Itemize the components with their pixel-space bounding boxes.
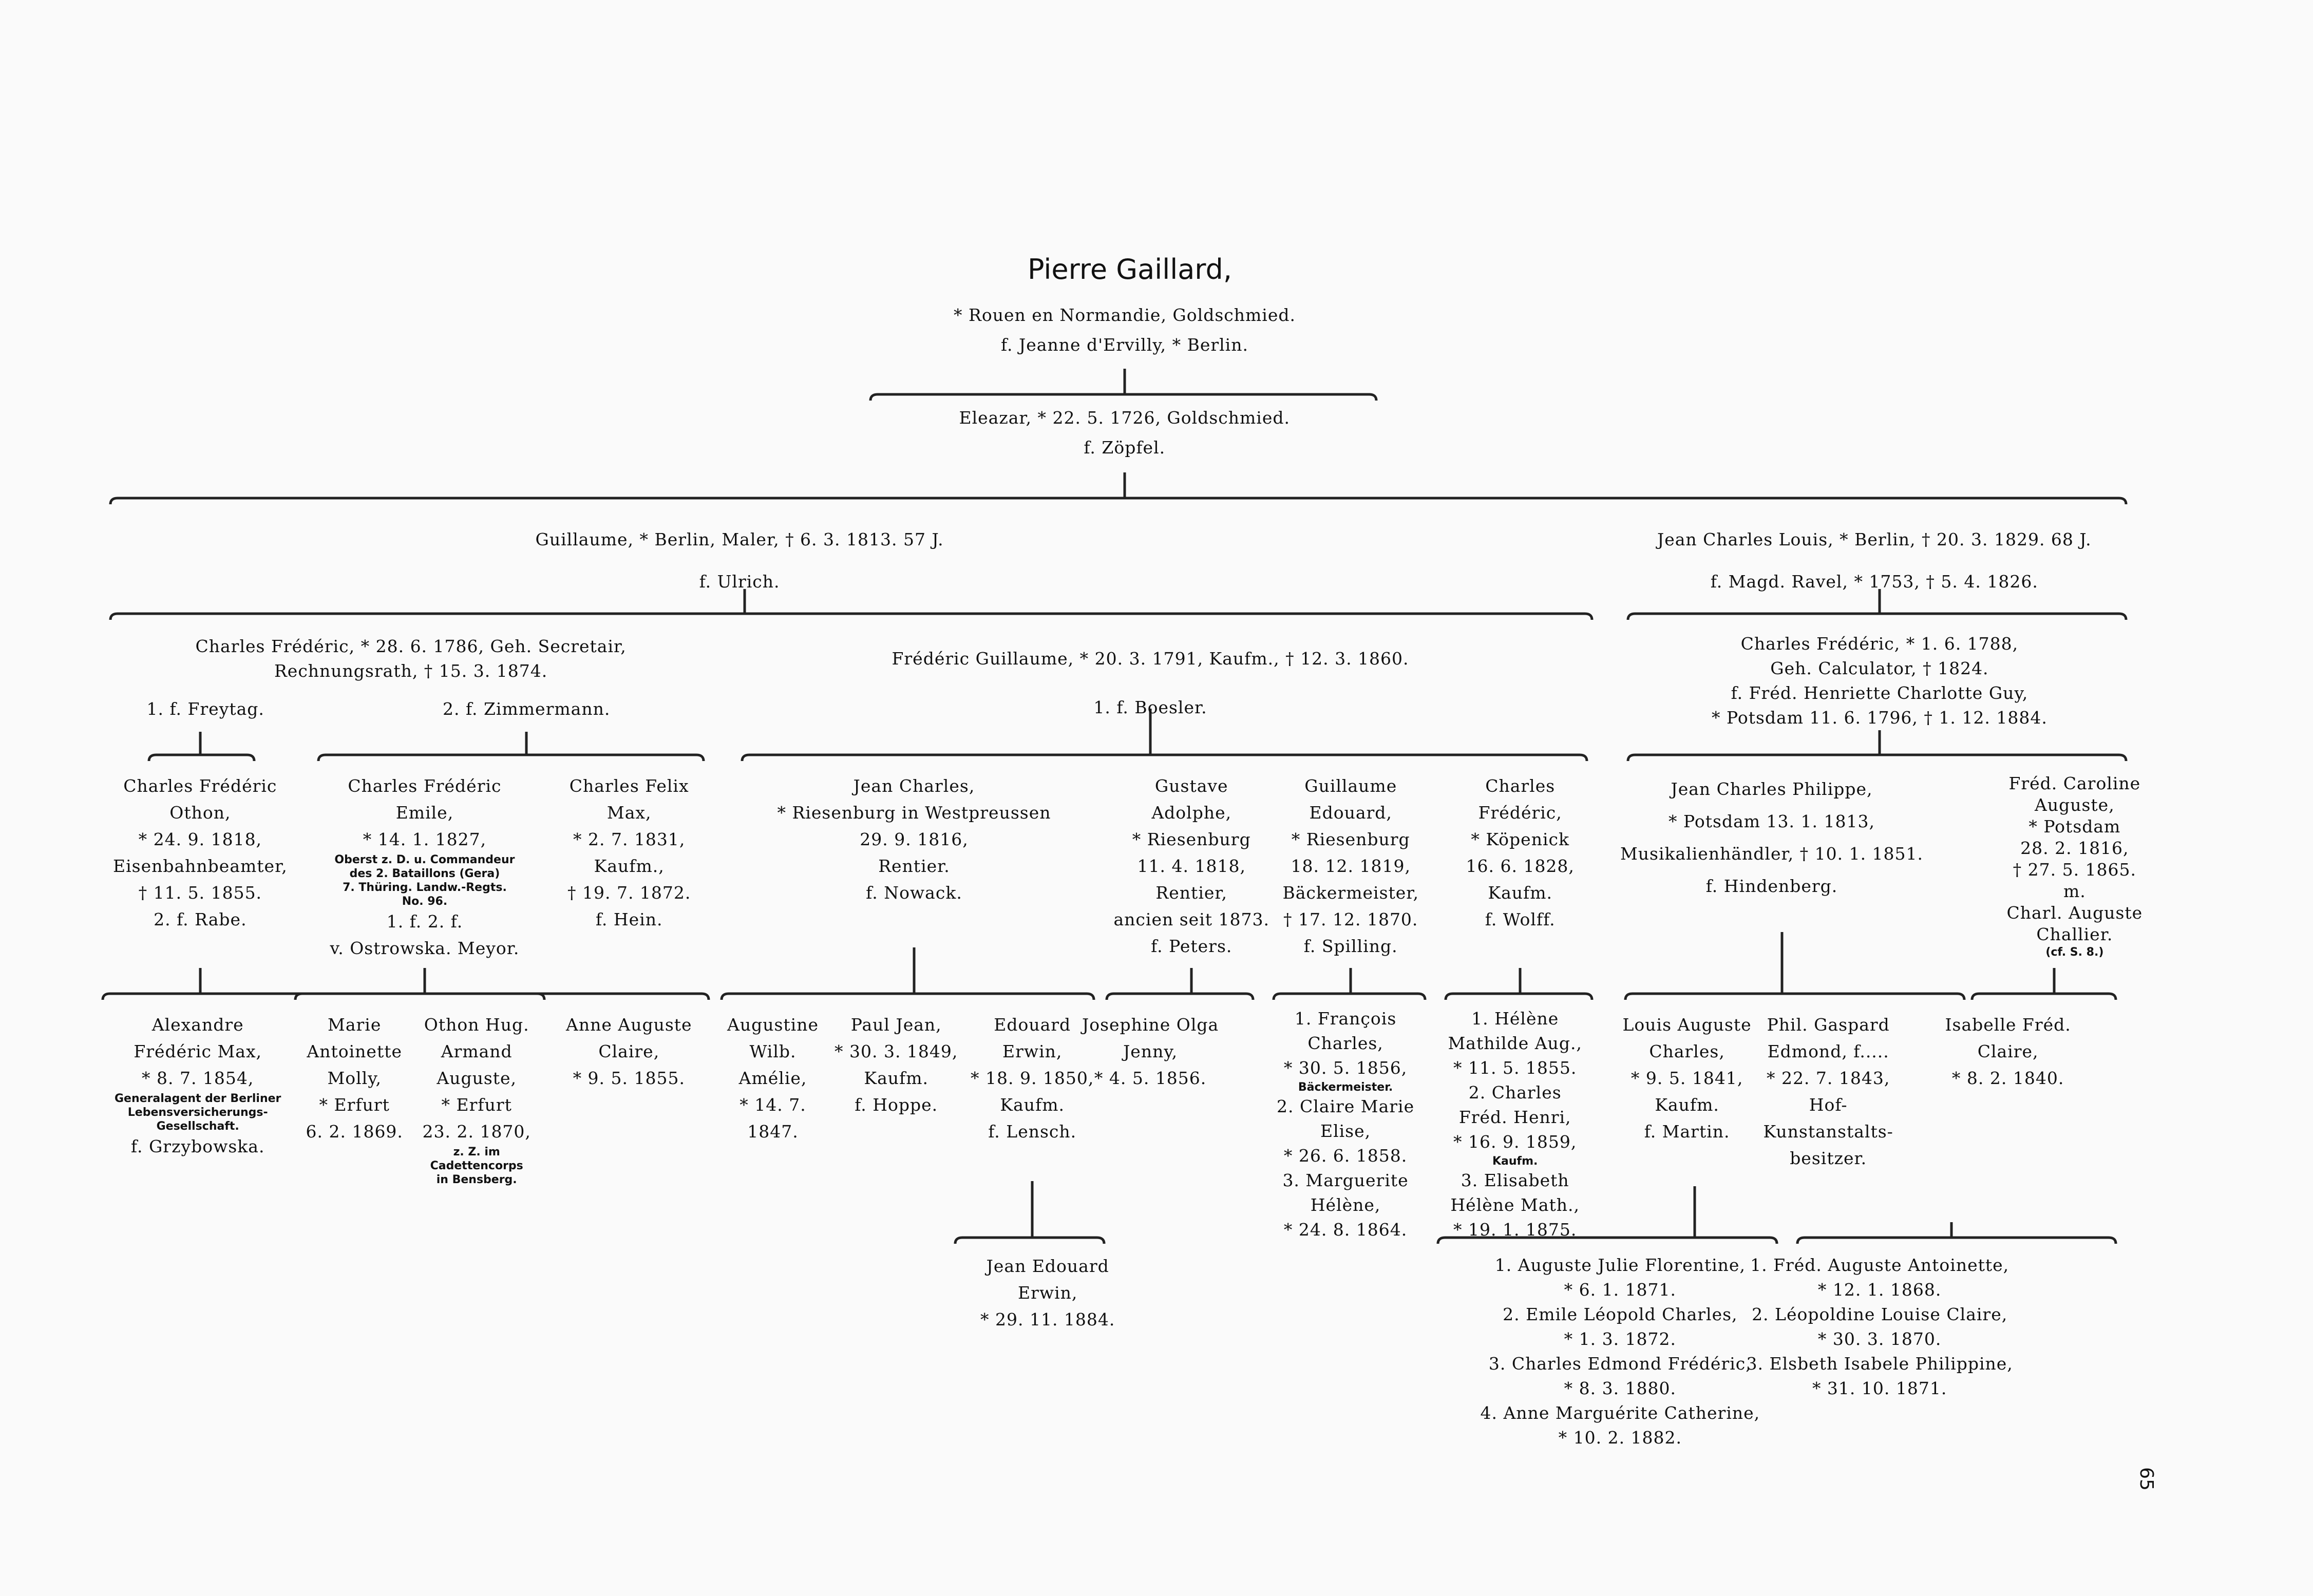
entry-line: Charles	[1485, 776, 1556, 796]
person-entry-phil-gaspard	[1764, 1012, 1893, 1172]
entry-line: Paul Jean,	[850, 1015, 942, 1035]
entry-line: * 22. 7. 1843,	[1766, 1068, 1890, 1088]
entry-line: Louis Auguste	[1622, 1015, 1752, 1035]
entry-line: * Riesenburg	[1132, 829, 1251, 849]
entry-line: Hélène Math.,	[1450, 1195, 1580, 1215]
entry-line: * 1. 3. 1872.	[1564, 1329, 1677, 1349]
entry-line: f. Zöpfel.	[1084, 438, 1166, 458]
entry-line: † 17. 12. 1870.	[1283, 909, 1418, 929]
entry-line: 1847.	[747, 1122, 799, 1142]
entry-line: f. Nowack.	[866, 883, 962, 903]
person-entry-cf-1786	[196, 634, 627, 683]
entry-line: Charles Frédéric	[123, 776, 277, 796]
entry-line: * Potsdam 11. 6. 1796, † 1. 12. 1884.	[1712, 708, 2047, 728]
entry-line: Edmond, f.....	[1767, 1041, 1889, 1061]
entry-line: Auguste,	[437, 1068, 517, 1088]
entry-line: * 8. 2. 1840.	[1951, 1068, 2064, 1088]
entry-line: Wilb.	[749, 1041, 797, 1061]
entry-line: 18. 12. 1819,	[1291, 856, 1411, 876]
tree-bracket	[295, 968, 544, 1000]
person-entry-othon-hug	[423, 1012, 531, 1187]
entry-line: f. Lensch.	[988, 1122, 1077, 1142]
entry-line: Cadettencorps	[430, 1160, 523, 1172]
entry-line: * 26. 6. 1858.	[1283, 1146, 1408, 1166]
entry-line: † 27. 5. 1865.	[2013, 860, 2137, 880]
tree-bracket	[1628, 730, 2126, 761]
tree-bracket	[1625, 932, 1964, 1000]
entry-line: Charles Frédéric, * 1. 6. 1788,	[1740, 634, 2019, 654]
person-entry-jc-philippe	[1620, 773, 1923, 902]
entry-line: Guillaume	[1304, 776, 1397, 796]
entry-line: Alexandre	[151, 1015, 244, 1035]
tree-bracket	[1107, 968, 1253, 1000]
entry-line: ancien seit 1873.	[1113, 909, 1269, 929]
entry-line: Max,	[606, 803, 652, 823]
entry-line: Jean Charles Philippe,	[1671, 779, 1873, 799]
tree-bracket	[1446, 968, 1592, 1000]
person-entry-cf-1788	[1712, 632, 2047, 730]
person-entry-guillaume	[536, 519, 944, 603]
entry-line: Jenny,	[1123, 1041, 1178, 1061]
entry-line: Generalagent der Berliner	[115, 1092, 281, 1105]
entry-line: * 8. 3. 1880.	[1564, 1378, 1677, 1398]
entry-line: * 30. 3. 1870.	[1817, 1329, 1942, 1349]
person-entry-jean-edouard	[980, 1253, 1115, 1333]
entry-line: z. Z. im	[453, 1146, 500, 1158]
entry-line: Frédéric Max,	[134, 1041, 262, 1061]
entry-line: 3. Elisabeth	[1461, 1170, 1569, 1190]
entry-line: Kaufm.	[1000, 1095, 1065, 1115]
entry-line: Charles,	[1307, 1033, 1383, 1053]
entry-line: 2. Léopoldine Louise Claire,	[1752, 1304, 2008, 1324]
entry-line: * 24. 8. 1864.	[1283, 1220, 1408, 1240]
entry-line: Claire,	[1977, 1041, 2039, 1061]
entry-line: Eisenbahnbeamter,	[113, 856, 288, 876]
person-entry-josephine	[1082, 1012, 1219, 1092]
entry-line: Isabelle Fréd.	[1945, 1015, 2071, 1035]
entry-line: 28. 2. 1816,	[2020, 838, 2129, 858]
person-entry-freytag	[147, 696, 264, 723]
person-entry-jean-charles	[778, 773, 1051, 906]
entry-line: f. Jeanne d'Ervilly, * Berlin.	[1001, 335, 1248, 355]
page-number: 65	[2136, 1467, 2157, 1491]
entry-line: † 19. 7. 1872.	[567, 883, 691, 903]
entry-line: v. Ostrowska. Meyor.	[330, 938, 520, 958]
entry-line: * 2. 7. 1831,	[573, 829, 686, 849]
entry-line: in Bensberg.	[436, 1173, 517, 1186]
entry-line: Kunstanstalts-	[1763, 1122, 1893, 1142]
entry-line: * Rouen en Normandie, Goldschmied.	[954, 305, 1296, 325]
entry-line: Bäckermeister,	[1282, 883, 1419, 903]
entry-line: Jean Charles Louis, * Berlin, † 20. 3. 1829. 68 J.	[1657, 529, 2092, 549]
entry-line: 2. f. Rabe.	[154, 909, 247, 929]
person-entry-othon	[113, 773, 288, 933]
person-entry-alexandre	[115, 1012, 281, 1160]
entry-line: Charles,	[1649, 1041, 1725, 1061]
person-entry-emile	[330, 773, 520, 962]
entry-line: f. Magd. Ravel, * 1753, † 5. 4. 1826.	[1710, 572, 2038, 592]
tree-bracket	[149, 732, 254, 761]
entry-line: Lebensversicherungs-	[127, 1106, 268, 1119]
entry-line: Geh. Calculator, † 1824.	[1770, 658, 1989, 678]
entry-line: f. Hindenberg.	[1705, 876, 1838, 896]
entry-line: m.	[2063, 881, 2086, 901]
entry-line: Charl. Auguste	[2006, 903, 2143, 923]
tree-bracket	[1274, 968, 1425, 1000]
entry-line: Kaufm.	[1655, 1095, 1719, 1115]
person-entry-isabelle	[1945, 1012, 2071, 1092]
entry-line: besitzer.	[1790, 1148, 1867, 1168]
entry-line: Hélène,	[1310, 1195, 1381, 1215]
entry-line: * 29. 11. 1884.	[980, 1309, 1115, 1329]
entry-line: 3. Charles Edmond Frédéric,	[1488, 1354, 1752, 1374]
entry-line: Auguste,	[2035, 795, 2115, 815]
entry-line: † 11. 5. 1855.	[138, 883, 262, 903]
entry-line: Eleazar, * 22. 5. 1726, Goldschmied.	[959, 408, 1291, 428]
person-entry-eleazar	[959, 403, 1291, 463]
entry-line: Josephine Olga	[1082, 1015, 1219, 1035]
entry-line: 4. Anne Marguérite Catherine,	[1480, 1403, 1760, 1423]
entry-line: Edouard	[994, 1015, 1071, 1035]
person-entry-charles-frederic-1828	[1466, 773, 1575, 933]
entry-line: Kaufm.	[1488, 883, 1552, 903]
entry-line: * 11. 5. 1855.	[1453, 1058, 1577, 1078]
tree-bracket	[955, 1181, 1104, 1244]
person-entry-zimmermann	[443, 696, 610, 723]
entry-line: f. Hoppe.	[855, 1095, 938, 1115]
entry-line: 1. François	[1294, 1009, 1397, 1029]
entry-line: f. Peters.	[1151, 936, 1233, 956]
entry-line: Hof-	[1809, 1095, 1848, 1115]
entry-line: Augustine	[727, 1015, 819, 1035]
entry-line: Edouard,	[1309, 803, 1392, 823]
person-entry-guillaume-edouard	[1283, 773, 1419, 960]
entry-line: Rentier.	[878, 856, 950, 876]
entry-line: Emile,	[395, 803, 454, 823]
entry-line: 1. Auguste Julie Florentine,	[1494, 1255, 1746, 1275]
entry-line: 2. f. Zimmermann.	[443, 699, 611, 719]
entry-line: Marie	[328, 1015, 382, 1035]
entry-line: f. Ulrich.	[699, 572, 780, 592]
person-entry-louis-auguste	[1623, 1012, 1752, 1145]
entry-line: Jean Edouard	[986, 1256, 1109, 1276]
entry-line: Musikalienhändler, † 10. 1. 1851.	[1620, 844, 1924, 864]
tree-bracket	[1797, 1222, 2116, 1244]
entry-line: * 4. 5. 1856.	[1094, 1068, 1207, 1088]
entry-line: Charles Felix	[569, 776, 689, 796]
entry-line: * Riesenburg in Westpreussen	[777, 803, 1051, 823]
tree-bracket	[722, 947, 1094, 1000]
entry-line: * 14. 7.	[740, 1095, 806, 1115]
entry-line: Challier.	[2036, 924, 2113, 944]
tree-bracket	[318, 732, 704, 761]
entry-line: * 30. 3. 1849,	[835, 1041, 958, 1061]
entry-line: * 18. 9. 1850,	[971, 1068, 1094, 1088]
entry-line: * Riesenburg	[1291, 829, 1410, 849]
entry-line: f. Wolff.	[1485, 909, 1556, 929]
person-entry-jean-charles-louis	[1657, 519, 2092, 603]
entry-line: * 10. 2. 1882.	[1558, 1428, 1682, 1448]
entry-line: 1. Hélène	[1471, 1009, 1559, 1029]
entry-line: Claire,	[598, 1041, 660, 1061]
entry-line: * 14. 1. 1827,	[363, 829, 487, 849]
person-entry-marie	[306, 1012, 403, 1145]
entry-line: Kaufm.,	[594, 856, 665, 876]
entry-line: Frédéric,	[1478, 803, 1562, 823]
entry-line: Fréd. Henri,	[1458, 1107, 1571, 1127]
entry-line: Charles Frédéric, * 28. 6. 1786, Geh. Secretair,	[195, 636, 627, 656]
entry-line: Othon Hug.	[424, 1015, 529, 1035]
tree-bracket	[1972, 968, 2116, 1000]
tree-bracket	[103, 968, 709, 1000]
entry-line: * 31. 10. 1871.	[1812, 1378, 1947, 1398]
entry-line: No. 96.	[402, 895, 448, 908]
entry-line: * 12. 1. 1868.	[1817, 1280, 1942, 1300]
person-entry-spilling-kids	[1277, 1006, 1414, 1242]
entry-line: f. Hein.	[595, 909, 663, 929]
entry-line: 1. f. Freytag.	[146, 699, 264, 719]
entry-line: 2. Claire Marie	[1277, 1096, 1415, 1116]
entry-line: * 9. 5. 1841,	[1631, 1068, 1743, 1088]
tree-bracket	[110, 472, 2126, 504]
entry-line: Othon,	[169, 803, 231, 823]
entry-line: * 8. 7. 1854,	[141, 1068, 254, 1088]
entry-line: 23. 2. 1870,	[422, 1122, 531, 1142]
page-title: Pierre Gaillard,	[1028, 253, 1232, 286]
person-entry-augustine	[727, 1012, 819, 1145]
person-entry-wolff-kids	[1448, 1006, 1582, 1242]
entry-line: Gesellschaft.	[156, 1120, 239, 1133]
entry-line: 7. Thüring. Landw.-Regts.	[343, 881, 507, 894]
entry-line: Amélie,	[738, 1068, 807, 1088]
entry-line: des 2. Bataillons (Gera)	[349, 867, 500, 880]
entry-line: 1. Fréd. Auguste Antoinette,	[1750, 1255, 2009, 1275]
entry-line: 2. Charles	[1468, 1082, 1562, 1103]
entry-line: * Köpenick	[1471, 829, 1569, 849]
entry-line: * 24. 9. 1818,	[138, 829, 262, 849]
entry-line: * Erfurt	[319, 1095, 390, 1115]
entry-line: Antoinette	[307, 1041, 403, 1061]
entry-line: Rentier,	[1155, 883, 1228, 903]
entry-line: f. Martin.	[1644, 1122, 1730, 1142]
entry-line: 11. 4. 1818,	[1137, 856, 1246, 876]
entry-line: Molly,	[327, 1068, 382, 1088]
entry-line: * 9. 5. 1855.	[573, 1068, 685, 1088]
entry-line: 6. 2. 1869.	[306, 1122, 403, 1142]
entry-line: Fréd. Caroline	[2008, 773, 2141, 793]
entry-line: * 16. 9. 1859,	[1453, 1132, 1577, 1152]
person-entry-anne-claire	[566, 1012, 692, 1092]
entry-line: Adolphe,	[1151, 803, 1232, 823]
entry-line: Anne Auguste	[566, 1015, 692, 1035]
entry-line: (cf. S. 8.)	[2045, 946, 2104, 959]
entry-line: Phil. Gaspard	[1767, 1015, 1890, 1035]
entry-line: f. Fréd. Henriette Charlotte Guy,	[1731, 683, 2028, 703]
person-entry-gustave	[1114, 773, 1269, 960]
entry-line: Gustave	[1154, 776, 1228, 796]
entry-line: Elise,	[1320, 1121, 1371, 1141]
entry-line: 16. 6. 1828,	[1466, 856, 1575, 876]
entry-line: Rechnungsrath, † 15. 3. 1874.	[274, 661, 548, 681]
person-entry-pierre	[954, 300, 1296, 360]
entry-line: Kaufm.	[864, 1068, 928, 1088]
entry-line: * Potsdam	[2028, 816, 2121, 837]
entry-line: Frédéric Guillaume, * 20. 3. 1791, Kaufm., † 12. 3. 1860.	[892, 649, 1409, 669]
person-entry-fg-1791	[892, 634, 1409, 732]
entry-line: Kaufm.	[1492, 1155, 1538, 1168]
person-entry-paul-jean	[835, 1012, 958, 1118]
entry-line: * Erfurt	[441, 1095, 512, 1115]
entry-line: 1. f. Boesler.	[1093, 697, 1207, 717]
person-entry-gaspard-kids	[1747, 1253, 2013, 1401]
entry-line: Erwin,	[1017, 1283, 1078, 1303]
entry-line: * 6. 1. 1871.	[1564, 1280, 1677, 1300]
entry-line: 29. 9. 1816,	[860, 829, 969, 849]
entry-line: * 30. 5. 1856,	[1283, 1058, 1408, 1078]
entry-line: Bäckermeister.	[1298, 1081, 1393, 1094]
entry-line: Oberst z. D. u. Commandeur	[334, 853, 515, 866]
person-entry-felix	[567, 773, 691, 933]
entry-line: f. Grzybowska.	[130, 1136, 265, 1156]
person-entry-martin-kids	[1481, 1253, 1760, 1450]
entry-line: Charles Frédéric	[348, 776, 502, 796]
entry-line: 1. f. 2. f.	[386, 911, 463, 932]
entry-line: Jean Charles,	[853, 776, 975, 796]
entry-line: 3. Marguerite	[1282, 1170, 1409, 1190]
entry-line: Guillaume, * Berlin, Maler, † 6. 3. 1813. 57 J.	[535, 529, 944, 549]
entry-line: 2. Emile Léopold Charles,	[1503, 1304, 1738, 1324]
entry-line: f. Spilling.	[1303, 936, 1398, 956]
entry-line: Armand	[441, 1041, 513, 1061]
entry-line: * Potsdam 13. 1. 1813,	[1669, 811, 1875, 831]
person-entry-edouard-erwin	[971, 1012, 1094, 1145]
person-entry-caroline	[2007, 773, 2143, 959]
entry-line: * 19. 1. 1875.	[1453, 1220, 1577, 1240]
entry-line: 3. Elsbeth Isabele Philippine,	[1746, 1354, 2013, 1374]
entry-line: Erwin,	[1002, 1041, 1063, 1061]
entry-line: Mathilde Aug.,	[1448, 1033, 1582, 1053]
